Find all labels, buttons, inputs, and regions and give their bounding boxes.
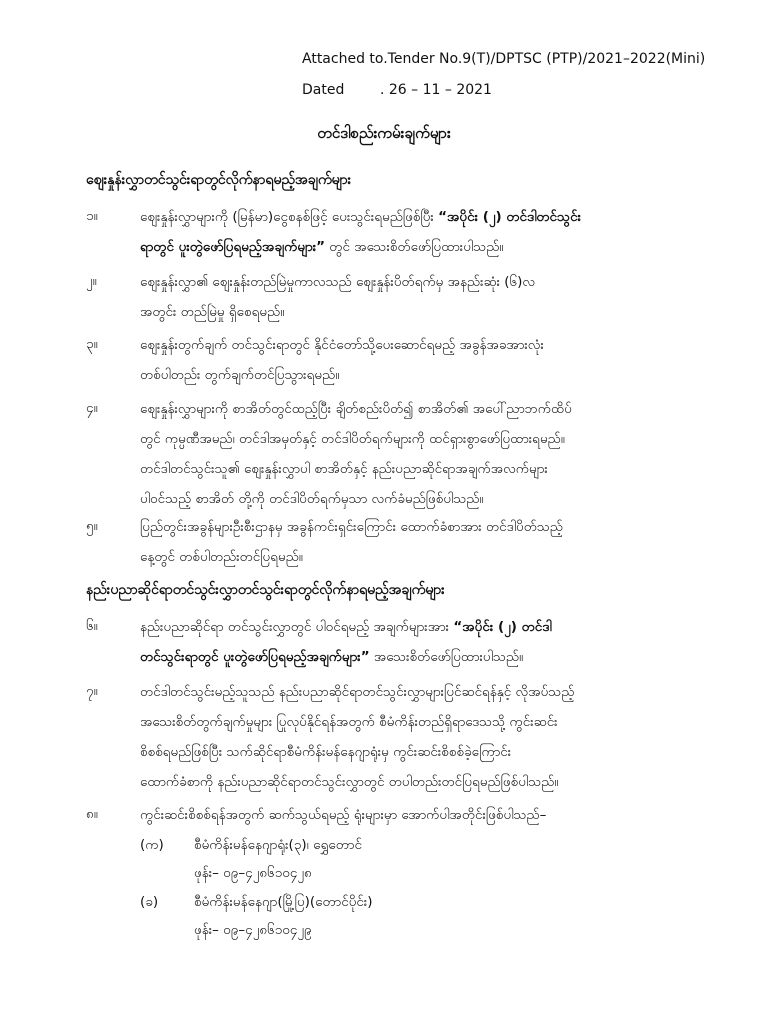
item-text-bold: ရာတွင် ပူးတွဲဖော်ပြရမည့်အချက်များ” xyxy=(140,239,326,255)
item-number: ၃။ xyxy=(86,336,98,352)
office-phone: ဖုန်း– ၀၉–၄၂၈၆၁၀၄၂၉ xyxy=(194,922,312,938)
item-text xyxy=(140,512,726,572)
item-text xyxy=(140,677,726,797)
item-text-line: အတွင်း တည်မြဲမှု ရှိစေရမည်။ xyxy=(140,304,285,320)
item-number: ၁။ xyxy=(86,208,98,224)
item-text-line: စိစစ်ရမည်ဖြစ်ပြီး သက်ဆိုင်ရာစီမံကိန်းမန်နေဂျာရုံးမှ ကွင်းဆင်းစိစစ်ခဲ့ကြောင်း xyxy=(140,744,512,760)
item-number: ၂။ xyxy=(86,273,97,289)
item-number: ၆။ xyxy=(86,618,98,634)
item-text-line: တင်ဒါတင်သွင်းသူ၏ စျေးနှုန်းလွှာပါ စာအိတ်နှင့် နည်းပညာဆိုင်ရာအချက်အလက်များ xyxy=(140,461,548,477)
item-text-span: အသေးစိတ်ဖော်ပြထားပါသည်။ xyxy=(369,649,524,665)
item-text-line: နေ့တွင် တစ်ပါတည်းတင်ပြရမည်။ xyxy=(140,549,303,565)
item-text-bold: “အပိုင်း (၂) တင်ဒါတင်သွင်း xyxy=(438,209,581,225)
item-text-line: တစ်ပါတည်း တွက်ချက်တင်ပြသွားရမည်။ xyxy=(140,367,340,383)
dated-label: Dated xyxy=(302,82,345,98)
section-heading-technical-proposal: နည်းပညာဆိုင်ရာတင်သွင်းလွှာတင်သွင်းရာတွင်လိုက်နာရမည့်အချက်များ xyxy=(86,582,445,598)
dated-value: . 26 – 11 – 2021 xyxy=(380,82,492,98)
item-text-line: စျေးနှုန်းလွှာများကို စာအိတ်တွင်ထည့်ပြီး ချိတ်စည်းပိတ်၍ စာအိတ်၏ အပေါ်ညာဘက်ထိပ် xyxy=(140,401,572,417)
item-text-bold: “အပိုင်း (၂) တင်ဒါ xyxy=(453,619,552,635)
item-text xyxy=(140,800,726,830)
item-number: ၅။ xyxy=(86,518,98,534)
item-text-line: ပါဝင်သည့် စာအိတ် တို့ကို တင်ဒါပိတ်ရက်မှသာ လက်ခံမည်ဖြစ်ပါသည်။ xyxy=(140,491,484,507)
item-text-line: တင်ဒါတင်သွင်းမည့်သူသည် နည်းပညာဆိုင်ရာတင်သွင်းလွှာများပြင်ဆင်ရန်နှင့် လိုအပ်သည့် xyxy=(140,684,575,700)
item-text-line: တွင် ကုမ္ပဏီအမည်၊ တင်ဒါအမှတ်နှင့် တင်ဒါပိတ်ရက်များကို ထင်ရှားစွာဖော်ပြထားရမည်။ xyxy=(140,431,565,447)
office-marker: (ခ) xyxy=(140,894,159,910)
document-title: တင်ဒါစည်းကမ်းချက်များ xyxy=(317,124,451,142)
office-marker: (က) xyxy=(140,837,164,853)
item-text-line: ထောက်ခံစာကို နည်းပညာဆိုင်ရာတင်သွင်းလွှာတွင် တပါတည်းတင်ပြရမည်ဖြစ်ပါသည်။ xyxy=(140,774,559,790)
item-text xyxy=(140,612,726,672)
item-text-line: စျေးနှုန်းလွှာ၏ စျေးနှုန်းတည်မြဲမှုကာလသည် စျေးနှုန်းပိတ်ရက်မှ အနည်းဆုံး (၆)လ xyxy=(140,274,536,290)
item-text xyxy=(140,267,726,327)
item-text-line: အသေးစိတ်တွက်ချက်မှုများ ပြုလုပ်နိုင်ရန်အတွက် စီမံကိန်းတည်ရှိရာဒေသသို့ ကွင်းဆင်း xyxy=(140,714,558,730)
item-text xyxy=(140,394,726,514)
item-text xyxy=(140,330,726,390)
item-text-bold: တင်သွင်းရာတွင် ပူးတွဲဖော်ပြရမည့်အချက်များ” xyxy=(140,649,370,665)
item-number: ၇။ xyxy=(86,683,98,699)
office-name: စီမံကိန်းမန်နေဂျာ(မြို့ပြ)(တောင်ပိုင်း) xyxy=(194,894,373,910)
office-phone: ဖုန်း– ၀၉–၄၂၈၆၁၀၄၂၈ xyxy=(194,865,312,881)
item-text-line: ပြည်တွင်းအခွန်များဦးစီးဌာနမှ အခွန်ကင်းရှင်းကြောင်း ထောက်ခံစာအား တင်ဒါပိတ်သည့် xyxy=(140,519,563,535)
item-number: ၄။ xyxy=(86,400,98,416)
item-text-line: ကွင်းဆင်းစိစစ်ရန်အတွက် ဆက်သွယ်ရမည့် ရုံးများမှာ အောက်ပါအတိုင်းဖြစ်ပါသည်– xyxy=(140,807,547,823)
office-name: စီမံကိန်းမန်နေဂျာရုံး(၃)၊ ရွှေတောင် xyxy=(194,837,362,853)
item-number: ၈။ xyxy=(86,806,98,822)
item-text-span: နည်းပညာဆိုင်ရာ တင်သွင်းလွှာတွင် ပါဝင်ရမည့် အချက်များအား xyxy=(140,619,454,635)
item-text-span: စျေးနှုန်းလွှာများကို (မြန်မာ)ငွေစနစ်ဖြင့် ပေးသွင်းရမည်ဖြစ်ပြီး xyxy=(140,209,439,225)
dated-line xyxy=(302,82,492,98)
section-heading-price-quotation: စျေးနှုန်းလွှာတင်သွင်းရာတွင်လိုက်နာရမည့်အချက်များ xyxy=(86,172,352,188)
item-text-line: စျေးနှုန်းတွက်ချက် တင်သွင်းရာတွင် နိုင်ငံတော်သို့ပေးဆောင်ရမည့် အခွန်အခအားလုံး xyxy=(140,337,544,353)
item-text-span: တွင် အသေးစိတ်ဖော်ပြထားပါသည်။ xyxy=(325,239,504,255)
tender-reference: Attached to.Tender No.9(T)/DPTSC (PTP)/2021–2022(Mini) xyxy=(302,51,706,67)
item-text xyxy=(140,202,726,262)
